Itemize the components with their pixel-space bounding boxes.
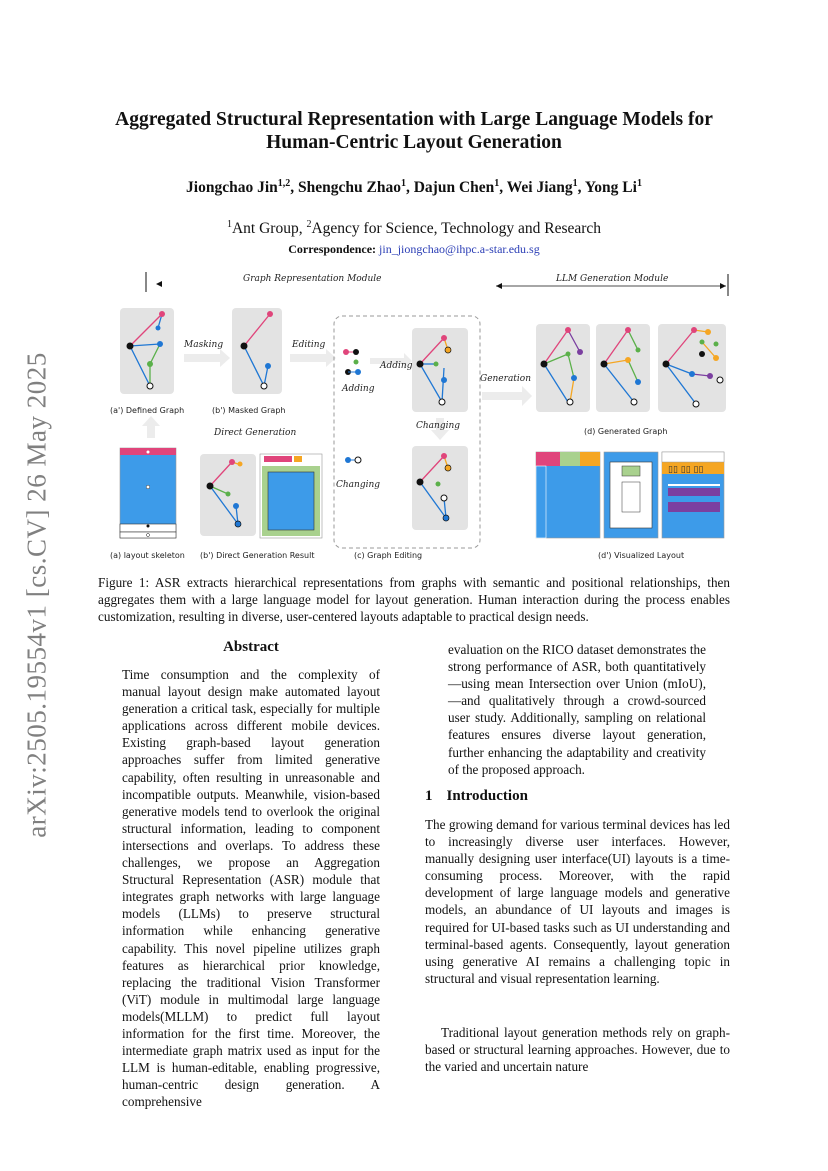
direct-generation-layout bbox=[260, 454, 322, 538]
changing-label-bottom: Changing bbox=[336, 480, 381, 490]
figure-1 bbox=[98, 268, 730, 570]
label-c: (c) Graph Editing bbox=[354, 551, 423, 560]
svg-text:▯▯ ▯▯ ▯▯: ▯▯ ▯▯ ▯▯ bbox=[668, 465, 704, 475]
generated-graph-3 bbox=[658, 324, 726, 412]
visualized-layout-2 bbox=[604, 452, 658, 538]
masking-label: Masking bbox=[184, 340, 224, 350]
affiliations: $^1$Ant Group, $^2$Agency for Science, Technology and Research bbox=[226, 219, 602, 238]
author: Jiongchao Jin$^{1,2}$ bbox=[186, 178, 291, 197]
abstract-heading: Abstract bbox=[223, 639, 279, 655]
figure-caption: Figure 1: ASR extracts hierarchical representations from graphs with semantic and positional relationships, then aggregates them with a large language model for layout generation. Human interaction during the process enables customization, resulting in diverse, user-centered layouts adaptable to practical design needs. bbox=[98, 575, 730, 624]
label-b-double-prime: (b') Direct Generation Result bbox=[200, 551, 315, 560]
arxiv-id: arXiv:2505.19554v1 [cs.CV] 26 May 2025 bbox=[21, 352, 52, 838]
intro-paragraph-2: Traditional layout generation methods rely on graph-based or structural learning approaches. However, due to the varied and uncertain nature bbox=[425, 1025, 730, 1075]
direct-generation-graph bbox=[200, 454, 256, 536]
adding-label-bottom: Adding bbox=[342, 384, 375, 394]
defined-graph-panel bbox=[120, 308, 174, 394]
author: Yong Li$^1$ bbox=[584, 178, 642, 197]
label-a-prime: (a') Defined Graph bbox=[110, 406, 185, 415]
generated-graph-1 bbox=[536, 324, 590, 412]
author: Shengchu Zhao$^1$ bbox=[298, 178, 406, 197]
abstract-text-right: evaluation on the RICO dataset demonstrates the strong performance of ASR, both quantitatively—using mean Intersection over Union (mIoU), —and qualitatively through a crowd-sourced user study. Additionally, sampling on relational features ensures diverse layout generation, further enhancing the adaptability and creativity of the proposed approach. bbox=[448, 642, 706, 777]
direct-generation-label: Direct Generation bbox=[214, 428, 297, 438]
correspondence: Correspondence: jin_jiongchao@ihpc.a-star.edu.sg bbox=[288, 242, 540, 256]
changing-label-top: Changing bbox=[416, 421, 461, 431]
label-d-prime: (d') Visualized Layout bbox=[598, 551, 685, 560]
section-heading-introduction bbox=[425, 788, 528, 805]
visualized-layout-1 bbox=[536, 452, 600, 538]
correspondence-email-link[interactable]: jin_jiongchao@ihpc.a-star.edu.sg bbox=[379, 242, 540, 256]
section-number: 1 bbox=[425, 788, 433, 804]
paper-title: Aggregated Structural Representation with Large Language Models for Human-Centric Layout Generation bbox=[115, 109, 713, 153]
intro-paragraph-1: The growing demand for various terminal devices has led to increasingly diverse user interfaces. However, manually designing user interface(UI) layouts is a time-consuming process. Moreover, with the rapid development of large language models and generative models, an abundance of UI layouts and images is required for UI-based tasks such as UI understanding and terminal-based agents. Consequently, layout generation using generative AI remains a challenging topic in structural and visual representation learning. bbox=[425, 817, 730, 986]
label-d: (d) Generated Graph bbox=[584, 427, 668, 436]
masked-graph-panel bbox=[232, 308, 282, 394]
abstract-text-left: Time consumption and the complexity of manual layout design make automated layout generation a critical task, especially for multiple applications across different mobile devices. Existing graph-based layout generation approaches suffer from limited generative capability, often resulting in unreasonable and incompatible outputs. Meanwhile, vision-based generative models tend to overlook the original structural information, leading to component intersections and overlaps. To address these challenges, we propose an Aggregation Structural Representation (ASR) module that integrates graph networks with large language models (LLMs) to preserve structural information while enhancing generative capability. This novel pipeline utilizes graph features as hierarchical prior knowledge, replacing the traditional Vision Transformer (ViT) module in multimodal large language models(MLLM) to predict full layout information for the first time. Moreover, the intermediate graph matrix used as input for the LLM is human-editable, enabling progressive, human-centric design generation. A comprehensive bbox=[122, 667, 380, 1110]
module-left-label: Graph Representation Module bbox=[243, 274, 382, 284]
arxiv-sidebar bbox=[16, 345, 58, 845]
generated-graph-2 bbox=[596, 324, 650, 412]
generation-label: Generation bbox=[480, 374, 532, 384]
label-a: (a) layout skeleton bbox=[110, 551, 185, 560]
author-list: Jiongchao Jin$^{1,2}$, Shengchu Zhao$^1$, Dajun Chen$^1$, Wei Jiang$^1$, Yong Li$^1$ bbox=[186, 178, 642, 197]
author: Wei Jiang$^1$ bbox=[506, 178, 578, 197]
module-right-label: LLM Generation Module bbox=[556, 274, 669, 284]
section-title: Introduction bbox=[446, 788, 528, 804]
layout-skeleton bbox=[120, 448, 176, 538]
label-b-prime: (b') Masked Graph bbox=[212, 406, 286, 415]
author: Dajun Chen$^1$ bbox=[413, 178, 500, 197]
visualized-layout-3 bbox=[662, 452, 724, 538]
edited-graph-top bbox=[412, 328, 468, 412]
editing-label: Editing bbox=[292, 340, 326, 350]
edited-graph-bottom bbox=[412, 446, 468, 530]
adding-label-top: Adding bbox=[380, 361, 413, 371]
